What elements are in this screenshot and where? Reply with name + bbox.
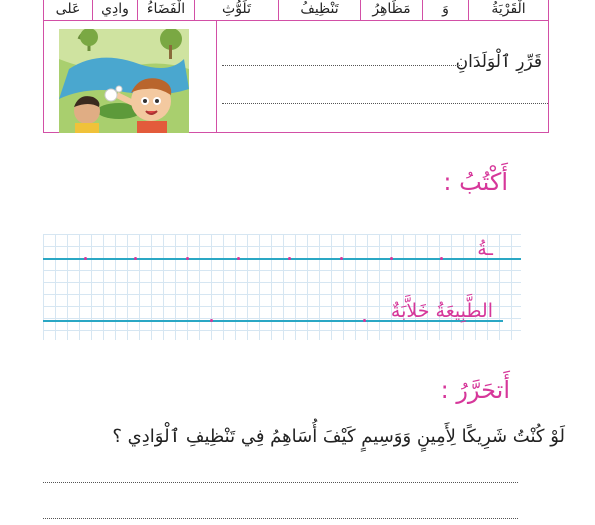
- model-letter: ـةُ: [477, 238, 493, 260]
- word-cell: تَلَوُّثِ: [194, 0, 278, 20]
- question-text: لَوْ كُنْتُ شَرِيكًا لِأَمِينٍ وَوَسِيمٍ كَيْفَ أُسَاهِمُ فِي تَنْظِيفِ ٱلْوَادِي ؟: [112, 426, 565, 447]
- exercise-instruction: قَرِّرِ ٱلْوَلَدَانِ: [455, 52, 542, 72]
- model-sentence: الطَّبِيعَةُ خَلاَّبَةٌ: [390, 300, 493, 322]
- answer-line[interactable]: [43, 482, 518, 483]
- dot-marker: [340, 257, 343, 260]
- word-cell: الْفَضَاءُ: [137, 0, 194, 20]
- dot-marker: [390, 257, 393, 260]
- word-cell: عَلى: [55, 1, 81, 17]
- dot-marker: [210, 319, 213, 322]
- answer-line[interactable]: [222, 65, 462, 66]
- word-cell: وادِي: [92, 0, 137, 20]
- column-divider: [216, 20, 217, 133]
- section-title-write: أَكْتُبُ :: [443, 168, 508, 196]
- word-cell: مَظَاهِرُ: [360, 0, 422, 20]
- dot-marker: [134, 257, 137, 260]
- handwriting-grid[interactable]: [43, 234, 521, 340]
- illustration-two-boys-valley-icon: [59, 29, 189, 133]
- dot-marker: [84, 257, 87, 260]
- dot-marker: [186, 257, 189, 260]
- dot-marker: [288, 257, 291, 260]
- answer-line[interactable]: [222, 103, 548, 104]
- writing-baseline: [43, 258, 521, 260]
- word-cell: الْقَرْيَةُ: [468, 0, 548, 20]
- exercise-table: [43, 0, 549, 133]
- word-cell: تَنْظِيفُ: [278, 0, 360, 20]
- dot-marker: [363, 319, 366, 322]
- dot-marker: [440, 257, 443, 260]
- word-cell: وَ: [422, 0, 468, 20]
- answer-line[interactable]: [43, 518, 518, 519]
- word-strip: [44, 0, 548, 21]
- section-title-free-write: أَتحَرَّرُ :: [440, 376, 510, 404]
- dot-marker: [237, 257, 240, 260]
